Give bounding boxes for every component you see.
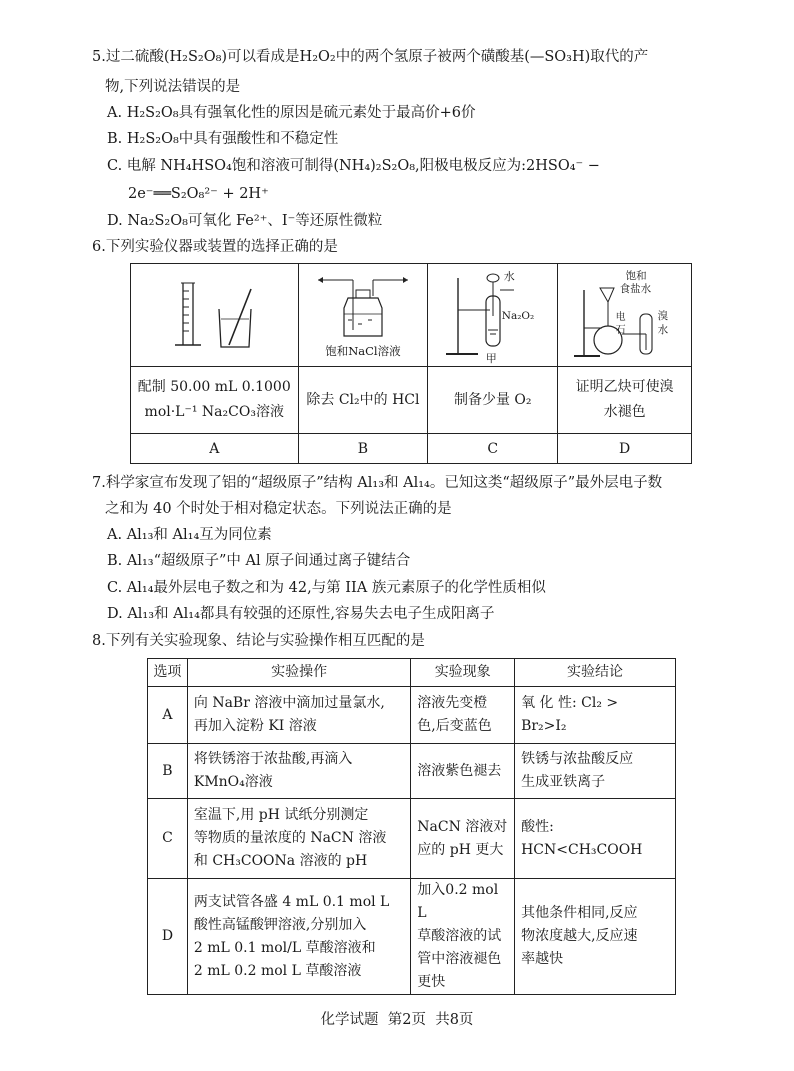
- q5-stem-line1: 5.过二硫酸(H₂S₂O₈)可以看成是H₂O₂中的两个氢原子被两个磺酸基(—SO₃H)取代的产: [92, 49, 649, 65]
- q6-image-d-bromine-water: 水: [657, 323, 669, 336]
- q6-cell-b: 除去 Cl₂中的 HCl: [298, 367, 428, 434]
- q6-description-row: [131, 367, 692, 434]
- q7-option-b: B. Al₁₃“超级原子”中 Al 原子间通过离子键结合: [107, 553, 411, 569]
- q8-row-c-conclusion: 酸性: HCN<CH₃COOH: [515, 799, 676, 879]
- q6-image-c-tag: 甲: [485, 351, 497, 365]
- q6-image-d-calcium-carbide: 电: [615, 311, 626, 323]
- q8-header-option: 选项: [148, 659, 188, 687]
- q6-letter-b: B: [298, 434, 428, 464]
- q8-header-row: [148, 659, 676, 687]
- q6-image-c-water: 水: [503, 269, 515, 283]
- q5-stem-line2: 物,下列说法错误的是: [105, 79, 241, 95]
- q8-row-a-operation: 向 NaBr 溶液中滴加过量氯水, 再加入淀粉 KI 溶液: [187, 687, 410, 744]
- q8-row-b-option: B: [148, 744, 188, 799]
- q8-row-b-conclusion: 铁锈与浓盐酸反应 生成亚铁离子: [515, 744, 676, 799]
- q6-letter-d: D: [558, 434, 692, 464]
- q6-cell-d: 证明乙炔可使溴 水褪色: [558, 367, 692, 434]
- q6-letter-c: C: [428, 434, 558, 464]
- q6-image-c-reagent: Na₂O₂: [501, 309, 535, 322]
- q5-option-c-line2: 2e⁻══S₂O₈²⁻ + 2H⁺: [128, 186, 269, 202]
- q5-option-a: A. H₂S₂O₈具有强氧化性的原因是硫元素处于最高价+6价: [107, 105, 476, 121]
- q8-header-phenomenon: 实验现象: [411, 659, 515, 687]
- q8-row-a: [148, 687, 676, 744]
- q5-option-d: D. Na₂S₂O₈可氧化 Fe²⁺、I⁻等还原性微粒: [107, 213, 383, 229]
- q6-image-d-brine: 食盐水: [619, 282, 652, 295]
- q6-image-d-calcium-carbide-2: 石: [615, 324, 626, 336]
- q8-row-b: [148, 744, 676, 799]
- page-footer: 化学试题 第2页 共8页: [320, 1012, 474, 1028]
- q8-row-b-operation: 将铁锈溶于浓盐酸,再滴入 KMnO₄溶液: [187, 744, 410, 799]
- q8-row-a-conclusion: 氧 化 性: Cl₂ > Br₂>I₂: [515, 687, 676, 744]
- q8-header-conclusion: 实验结论: [515, 659, 676, 687]
- q8-row-c-operation: 室温下,用 pH 试纸分别测定 等物质的量浓度的 NaCN 溶液 和 CH₃COONa 溶液的 pH: [187, 799, 410, 879]
- q6-image-b: [298, 264, 428, 367]
- q6-image-row: [131, 264, 692, 367]
- q6-image-c: [428, 264, 558, 367]
- q8-row-b-phenomenon: 溶液紫色褪去: [411, 744, 515, 799]
- gas-washing-bottle-icon: [308, 272, 418, 344]
- q8-header-operation: 实验操作: [187, 659, 410, 687]
- q8-row-d-phenomenon: 加入0.2 mol L 草酸溶液的试 管中溶液褪色 更快: [411, 879, 515, 995]
- q6-image-d: [558, 264, 692, 367]
- graduated-cylinder-beaker-icon: [159, 275, 269, 355]
- q6-stem: 6.下列实验仪器或装置的选择正确的是: [92, 239, 338, 255]
- q6-cell-c: 制备少量 O₂: [428, 367, 558, 434]
- q8-row-a-option: A: [148, 687, 188, 744]
- q6-image-a: [131, 264, 299, 367]
- q7-option-c: C. Al₁₄最外层电子数之和为 42,与第 IIA 族元素原子的化学性质相似: [107, 580, 546, 596]
- q5-option-b: B. H₂S₂O₈中具有强酸性和不稳定性: [107, 131, 339, 147]
- q8-row-d-conclusion: 其他条件相同,反应 物浓度越大,反应速 率越快: [515, 879, 676, 995]
- q8-row-a-phenomenon: 溶液先变橙 色,后变蓝色: [411, 687, 515, 744]
- q6-letter-a: A: [131, 434, 299, 464]
- q8-row-d-option: D: [148, 879, 188, 995]
- q8-row-d-operation: 两支试管各盛 4 mL 0.1 mol L 酸性高锰酸钾溶液,分别加入 2 mL 0.1 mol/L 草酸溶液和 2 mL 0.2 mol L 草酸溶液: [187, 879, 410, 995]
- q6-image-d-bromine: 溴: [657, 309, 669, 322]
- q6-letter-row: [131, 434, 692, 464]
- q7-stem-line1: 7.科学家宣布发现了铝的“超级原子”结构 Al₁₃和 Al₁₄。已知这类“超级原子”最外层电子数: [92, 475, 663, 491]
- q5-option-c-line1: C. 电解 NH₄HSO₄饱和溶液可制得(NH₄)₂S₂O₈,阳极电极反应为:2HSO₄⁻ −: [107, 158, 600, 174]
- q8-row-c: [148, 799, 676, 879]
- q6-image-d-saturated: 饱和: [625, 269, 647, 282]
- q6-table: [130, 263, 692, 464]
- q7-stem-line2: 之和为 40 个时处于相对稳定状态。下列说法正确的是: [105, 501, 452, 517]
- q8-row-d: [148, 879, 676, 995]
- q8-table: [147, 658, 676, 995]
- q6-image-b-label: 饱和NaCl溶液: [325, 344, 401, 358]
- q8-row-c-option: C: [148, 799, 188, 879]
- q8-row-c-phenomenon: NaCN 溶液对 应的 pH 更大: [411, 799, 515, 879]
- q8-stem: 8.下列有关实验现象、结论与实验操作相互匹配的是: [92, 633, 425, 649]
- q7-option-a: A. Al₁₃和 Al₁₄互为同位素: [107, 527, 272, 543]
- q7-option-d: D. Al₁₃和 Al₁₄都具有较强的还原性,容易失去电子生成阳离子: [107, 606, 495, 622]
- q6-cell-a: 配制 50.00 mL 0.1000 mol·L⁻¹ Na₂CO₃溶液: [131, 367, 299, 434]
